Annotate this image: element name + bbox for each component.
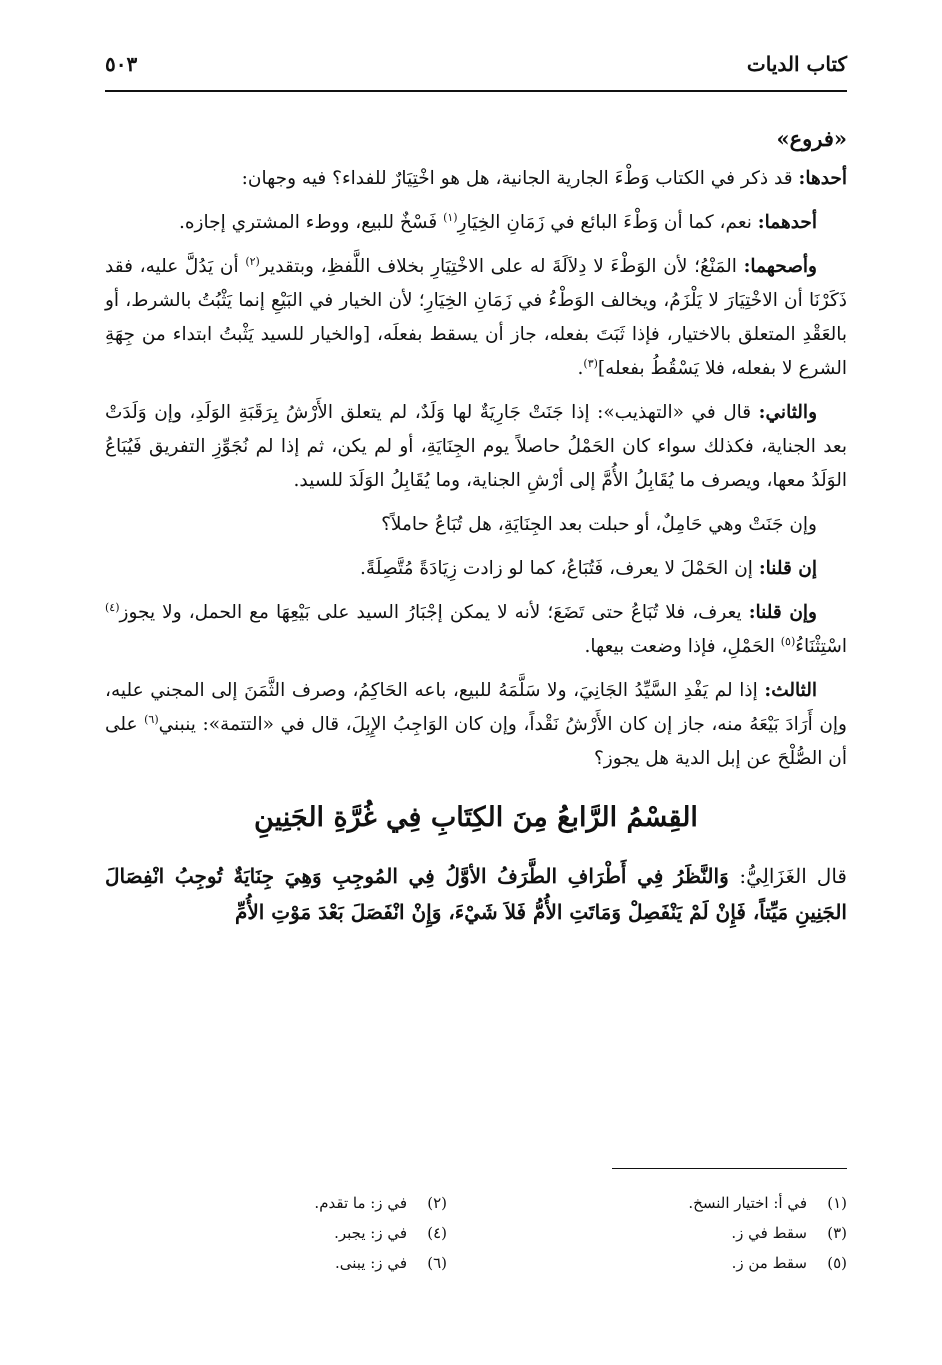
- footnote-text: في أ: اختيار النسخ.: [688, 1194, 807, 1212]
- footnote-text: في ز: يبنى.: [334, 1254, 407, 1272]
- quote-speaker: قال الغَزَالِيُّ:: [739, 864, 847, 888]
- footnote-number: (٥): [827, 1254, 847, 1272]
- paragraph-3: [105, 250, 847, 386]
- footnote-item: [507, 1248, 847, 1278]
- paragraph-4: [105, 396, 847, 498]
- chapter-heading: القِسْمُ الرَّابعُ مِنَ الكِتَابِ فِي غُرَّةِ الجَنِينِ: [254, 802, 698, 833]
- quote-body: وَالنَّظَرُ فِي أَطْرَافِ الطَّرَفُ الأوَّلُ فِي المُوجِبِ وَهِيَ جِنَايَةٌ تُوجِبُ انْفِصَالَ الجَنِينِ مَيِّتاً، فَإِنْ لَمْ يَنْفَصِلْ وَمَاتَتِ الأُمُّ فَلاَ شَيْءَ، وَإِنْ انْفَصَلَ بَعْدَ مَوْتِ الأُمِّ: [105, 864, 847, 924]
- paragraph-text: على أن الصُّلْحَ عن إبل الدية هل يجوز؟: [105, 714, 847, 769]
- paragraph-text: فَسْخٌ للبيع، ووطء المشتري إجازه.: [178, 212, 444, 233]
- paragraph-2: [105, 206, 847, 240]
- footnote-marker[interactable]: (٣): [583, 356, 598, 370]
- footnote-number: (٣): [827, 1224, 847, 1242]
- paragraph-text: إذا لم يَفْدِ السَّيِّدُ الجَانِيَ، ولا سَلَّمَهُ للبيع، باعه الحَاكِمُ، وصرف الثَّمَنَ إلى المجني عليه، وإن أَرَادَ بَيْعَهُ منه، جاز إن كان الأَرْشُ نَقْداً، وإن كان الوَاجِبُ الإِبِلَ، قال في «التتمة»: ينبني: [105, 680, 847, 735]
- paragraph-lead: أحدها:: [798, 168, 847, 189]
- paragraph-text: .: [577, 358, 584, 379]
- footnote-text: في ز: يجبر.: [334, 1224, 407, 1242]
- footnote-item: [107, 1248, 447, 1278]
- paragraph-lead: إن قلنا:: [758, 558, 817, 579]
- paragraph-lead: أحدهما:: [757, 212, 817, 233]
- footnote-divider: [612, 1168, 847, 1169]
- paragraph-lead: والثاني:: [758, 402, 817, 423]
- footnote-item: [107, 1218, 447, 1248]
- footnote-marker[interactable]: (٥): [780, 634, 796, 648]
- paragraph-text: المَنْعُ؛ لأن الوَطْءَ لا دِلاَلَةَ له على الاخْتِيَارِ بخلاف اللَّفظِ، وبتقدير: [259, 256, 744, 277]
- paragraph-5: [105, 508, 847, 542]
- footnote-marker[interactable]: (١): [443, 210, 458, 224]
- footnote-item: [507, 1188, 847, 1218]
- footnote-item: [507, 1218, 847, 1248]
- paragraph-lead: وأصحهما:: [743, 256, 817, 277]
- paragraph-text: وإن جَنَتْ وهي حَامِلٌ، أو حبلت بعد الجِنَايَةِ، هل تُبَاعُ حاملاً؟: [381, 514, 817, 535]
- paragraph-text: أن يَدُلَّ عليه، فقد ذَكَرْنَا أن الاخْتِيَارَ لا يَلْزَمُ، ويخالف الوَطْءُ في زَمَانِ الخِيَارِ؛ لأن الخيار في البَيْعِ إنما يَثْبُتُ بالشرط، أو بالعَقْدِ المتعلق بالاختيار، فإذا ثَبَتَ بفعله، جاز أن يسقط بفعلَه، [والخيار للسيد يَثْبتُ ابتداء من جِهَةِ الشرع لا بفعله، فلا يَسْقُطُ بفعله]: [105, 256, 847, 379]
- paragraph-8: [105, 674, 847, 776]
- running-title: كتاب الديات: [746, 52, 847, 76]
- footnote-item: [107, 1188, 447, 1218]
- footnotes-right-column: [507, 1188, 847, 1278]
- footnote-number: (٦): [427, 1254, 447, 1272]
- paragraph-1: [105, 162, 847, 196]
- paragraph-text: قال في «التهذيب»: إذا جَنَتْ جَارِيَةٌ لها وَلَدٌ، لم يتعلق الأَرْشُ بِرَقَبَةِ الوَلَدِ، وإن وَلَدَتْ بعد الجناية، فكذلك سواء كان الحَمْلُ حاصلاً يوم الجِنَايَةِ، أو لم يكن، ثم إذا لم نُجَوِّزِ التفريق فَيُبَاعُ الوَلَدُ معها، ويصرف ما يُقَابِلُ الأُمَّ إلى أرْشِ الجناية، وما يُقَابِلُ الوَلَدَ للسيد.: [105, 402, 847, 491]
- quoted-text: [105, 858, 847, 930]
- paragraph-7: [105, 596, 847, 664]
- page-header: [105, 52, 847, 92]
- paragraph-text: الحَمْلِ، فإذا وضعت بيعها.: [584, 636, 781, 657]
- footnote-number: (٤): [427, 1224, 447, 1242]
- footnote-marker[interactable]: (٦): [144, 712, 159, 726]
- footnote-number: (١): [827, 1194, 847, 1212]
- page-body: [105, 122, 847, 950]
- paragraph-text: قد ذكر في الكتاب وَطْءَ الجارية الجانية، هل هو اخْتِيَارٌ للفداء؟ فيه وجهان:: [241, 168, 799, 189]
- page-number: ٥٠٣: [105, 52, 138, 76]
- paragraph-text: يعرف، فلا تُبَاعُ حتى تَضَعَ؛ لأنه لا يمكن إجْبَارُ السيد على بَيْعِهَا مع الحمل، ولا يجوز: [119, 602, 749, 623]
- footnote-number: (٢): [427, 1194, 447, 1212]
- paragraph-6: [105, 552, 847, 586]
- footnote-marker[interactable]: (٢): [245, 254, 260, 268]
- paragraph-lead: الثالث:: [764, 680, 817, 701]
- footnotes-left-column: [107, 1188, 447, 1278]
- paragraph-text: اسْتِثْنَاءُ: [795, 636, 847, 657]
- paragraph-lead: وإن قلنا:: [748, 602, 817, 623]
- footnote-text: سقط في ز.: [731, 1224, 807, 1242]
- paragraph-text: نعم، كما أن وَطْءَ البائع في زَمَانِ الخِيَارِ: [457, 212, 758, 233]
- footnote-marker[interactable]: (٤): [105, 600, 120, 614]
- footnote-text: سقط من ز.: [731, 1254, 807, 1272]
- footnote-text: في ز: ما تقدم.: [314, 1194, 407, 1212]
- section-title: «فروع»: [776, 126, 847, 151]
- paragraph-text: إن الحَمْلَ لا يعرف، فَتُبَاعُ، كما لو زادت زِيَادَةً مُتَّصِلَةً.: [360, 558, 759, 579]
